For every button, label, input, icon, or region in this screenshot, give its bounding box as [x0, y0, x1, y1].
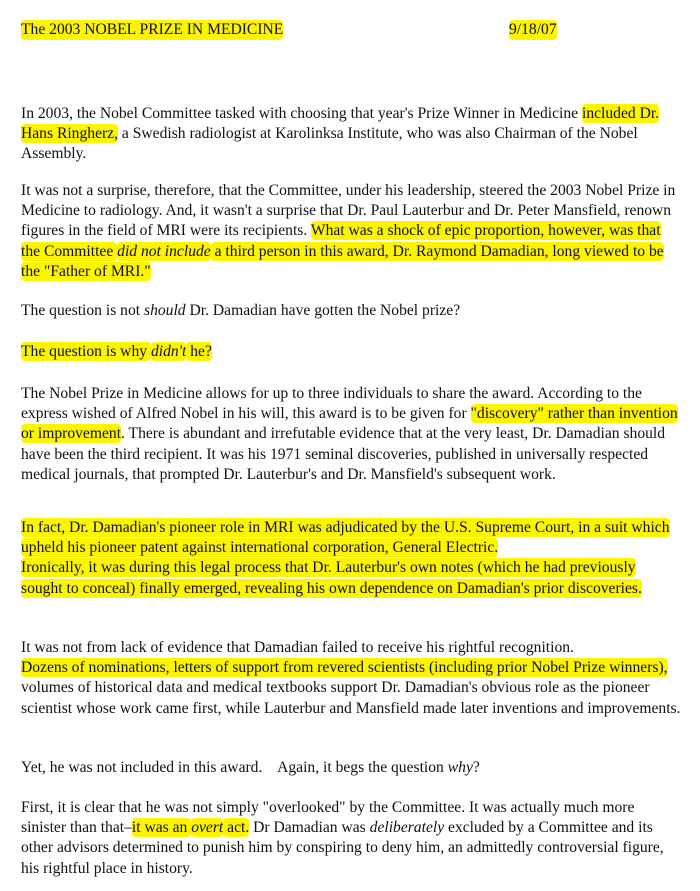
highlighted-text: included Dr. Hans Ringherz,	[21, 105, 660, 143]
text-segment: . There is abundant and irrefutable evidence that at the very least, Dr. Damadian should have been the third recipient. It was his 1971 seminal discoveries, published in universally respected medical journals, that prompted Dr. Lauterbur's and Dr. Mansfield's subsequent work.	[21, 425, 666, 483]
italic-text: why	[447, 759, 473, 776]
paragraph-surprise	[21, 181, 681, 282]
highlighted-text: a third person in this award, Dr. Raymond Damadian, long viewed to be the "Father of MRI."	[21, 242, 664, 280]
paragraph-supreme-court	[21, 518, 681, 599]
text-segment: Dr Damadian was	[249, 819, 370, 837]
text-segment: The question is not	[21, 302, 145, 319]
document-date: 9/18/07	[509, 21, 557, 38]
paragraph-evidence	[21, 638, 681, 719]
paragraph-overt-act	[21, 798, 681, 879]
text-segment: volumes of historical data and medical textbooks support Dr. Damadian's obvious role as the pioneer scientist whose work came first, while Lauterbur and Mansfield made later inventions and improvements.	[21, 679, 681, 717]
italic-text: deliberately	[369, 819, 445, 837]
text-segment: Yet, he was not included in this award. Again, it begs the question	[21, 759, 448, 776]
highlighted-text: Ironically, it was during this legal process that Dr. Lauterbur's own notes (which he had previously sought to conceal) finally emerged, revealing his own dependence on Damadian's prior discoveries.	[21, 559, 642, 597]
highlighted-text: What was a shock of epic proportion, however, was that the Committee	[21, 222, 661, 260]
text-segment: It was not from lack of evidence that Damadian failed to receive his rightful recognition.	[21, 639, 574, 656]
highlighted-text: it was an	[131, 819, 192, 837]
text-segment: In 2003, the Nobel Committee tasked with choosing that year's Prize Winner in Medicine	[21, 105, 582, 122]
highlighted-italic-text: didn't	[150, 343, 187, 360]
document-title: The 2003 NOBEL PRIZE IN MEDICINE	[21, 21, 284, 38]
highlighted-italic-text: did not include	[117, 242, 211, 260]
text-segment: First, it is clear that he was not simply "overlooked" by the Committee. It was actually much more sinister than that–	[21, 799, 635, 837]
paragraph-nobel-rules	[21, 384, 681, 485]
text-segment: The Nobel Prize in Medicine allows for up to three individuals to share the award. According to the express wished of Alfred Nobel in his will, this award is to be given for	[21, 385, 642, 423]
text-segment: ?	[472, 759, 480, 776]
highlighted-text: act.	[223, 819, 250, 837]
italic-text: should	[144, 302, 186, 319]
paragraph-question-why	[21, 342, 681, 362]
highlighted-text: "discovery" rather than invention or improvement	[21, 405, 678, 443]
paragraph-question-should	[21, 301, 681, 321]
text-segment: excluded by a Committee and its other advisors determined to punish him by conspiring to deny him, an admittedly controversial figure, his rightful place in history.	[21, 819, 664, 877]
highlighted-text: Dozens of nominations, letters of support from revered scientists (including prior Nobel Prize winners),	[21, 659, 668, 677]
highlighted-italic-text: overt	[191, 819, 224, 837]
document-header	[21, 20, 691, 42]
text-segment: It was not a surprise, therefore, that the Committee, under his leadership, steered the 2003 Nobel Prize in Medicine to radiology. And, it wasn't a surprise that Dr. Paul Lauterbur and Dr. Peter Mansfield, renown figures in the field of MRI were its recipients.	[21, 182, 676, 240]
paragraph-begs-question	[21, 758, 681, 778]
paragraph-committee	[21, 104, 681, 165]
text-segment: a Swedish radiologist at Karolinksa Institute, who was also Chairman of the Nobel Assembly.	[21, 125, 638, 163]
highlighted-text: The question is why	[21, 343, 151, 360]
text-segment: Dr. Damadian have gotten the Nobel prize?	[185, 302, 461, 319]
highlighted-text: In fact, Dr. Damadian's pioneer role in MRI was adjudicated by the U.S. Supreme Court, in a suit which upheld his pioneer patent against international corporation, General Electric.	[21, 519, 670, 557]
highlighted-text: he?	[186, 343, 212, 360]
